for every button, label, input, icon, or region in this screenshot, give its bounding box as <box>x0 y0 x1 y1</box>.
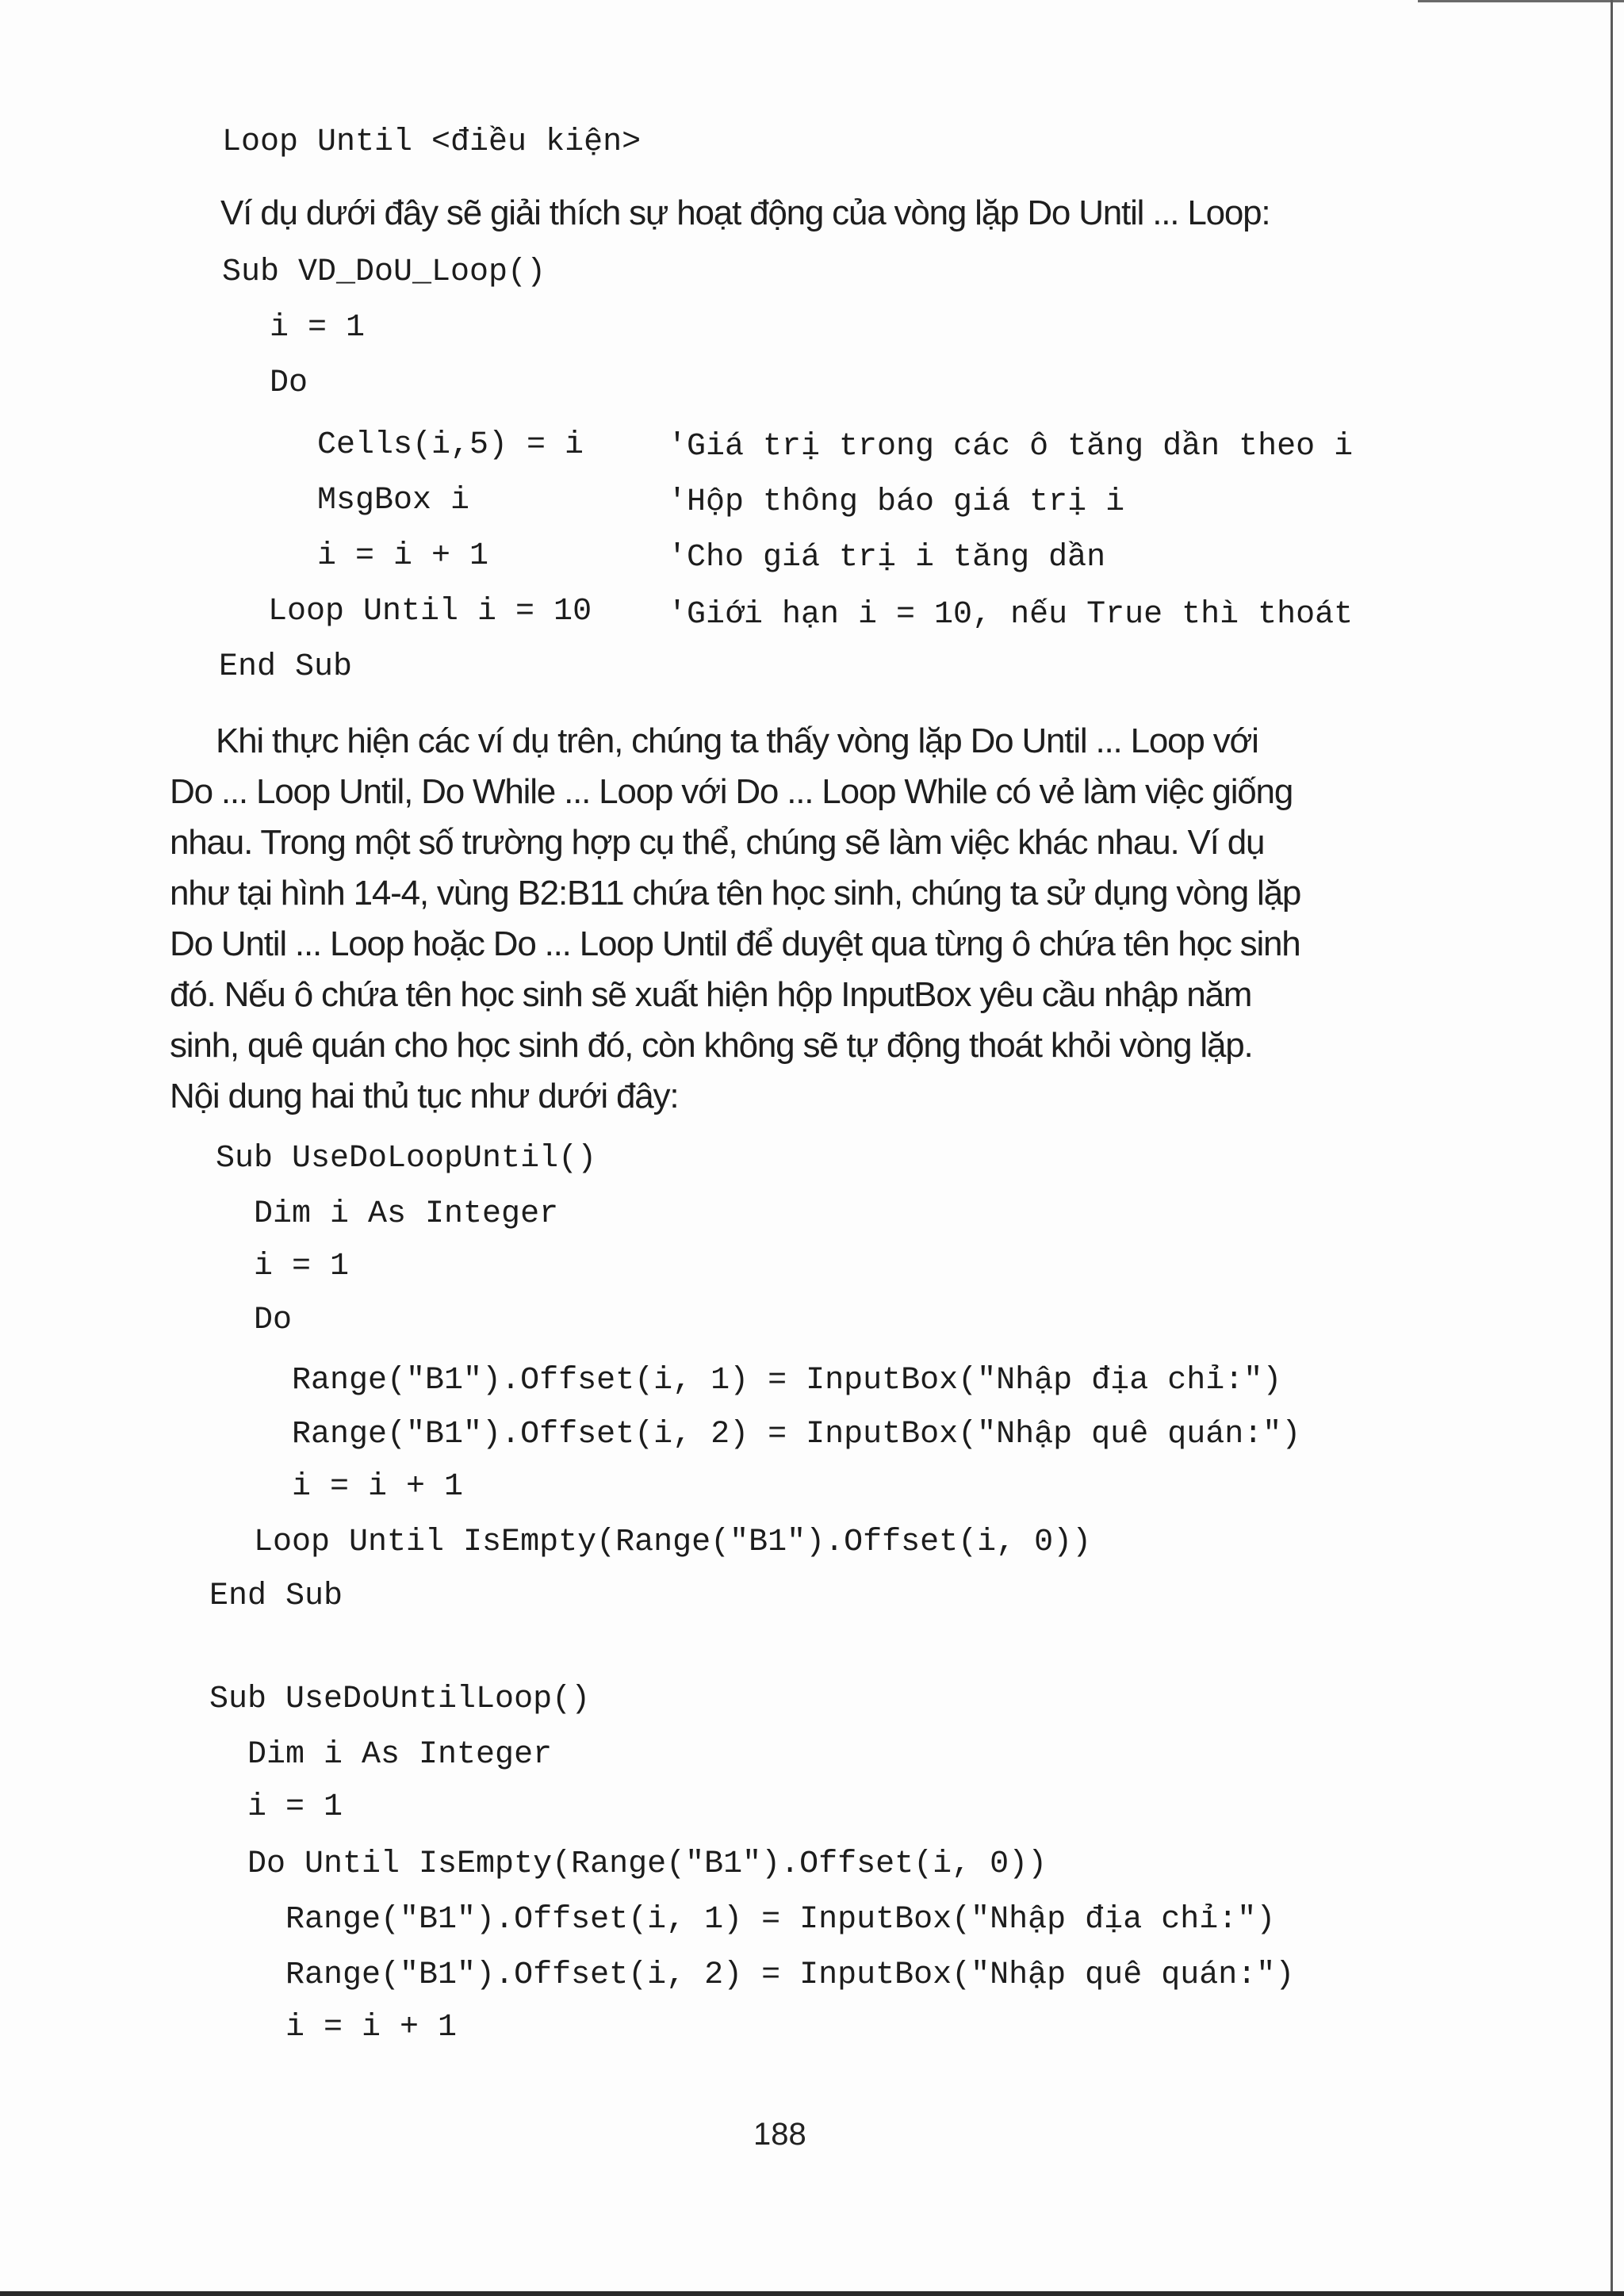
proc1-line: Do <box>216 1303 293 1338</box>
proc2-line: i = 1 <box>209 1789 343 1825</box>
intro-sentence: Ví dụ dưới đây sẽ giải thích sự hoạt động của vòng lặp Do Until ... Loop: <box>220 193 1270 232</box>
proc1-line: i = 1 <box>216 1249 350 1284</box>
example1-loop-line: Loop Until i = 10 <box>268 594 592 629</box>
paragraph-line: như tại hình 14-4, vùng B2:B11 chứa tên học sinh, chúng ta sử dụng vòng lặp <box>170 874 1301 913</box>
proc1-line: i = i + 1 <box>216 1469 464 1505</box>
loop-until-syntax: Loop Until <điều kiện> <box>222 124 642 160</box>
proc2-line: Range("B1").Offset(i, 1) = InputBox("Nhập địa chỉ:") <box>209 1902 1276 1938</box>
scan-edge-right <box>1611 0 1613 2296</box>
paragraph-line: Do Until ... Loop hoặc Do ... Loop Until để duyệt qua từng ô chứa tên học sinh <box>170 924 1300 963</box>
example1-code-line: Cells(i,5) = i <box>317 427 584 463</box>
example1-code-line: i = i + 1 <box>317 538 489 574</box>
proc2-line: Dim i As Integer <box>209 1737 553 1773</box>
example1-init-line: i = 1 <box>270 310 366 346</box>
paragraph-line: nhau. Trong một số trường hợp cụ thể, chúng sẽ làm việc khác nhau. Ví dụ <box>170 823 1265 862</box>
proc1-line: End Sub <box>209 1578 343 1614</box>
example1-sub-line: Sub VD_DoU_Loop() <box>222 254 546 290</box>
proc1-line: Range("B1").Offset(i, 1) = InputBox("Nhập địa chỉ:") <box>216 1363 1282 1399</box>
example1-loop-comment: 'Giới hạn i = 10, nếu True thì thoát <box>668 597 1354 633</box>
proc2-line: Do Until IsEmpty(Range("B1").Offset(i, 0)) <box>209 1846 1048 1882</box>
example1-do-line: Do <box>270 365 308 401</box>
paragraph-line: đó. Nếu ô chứa tên học sinh sẽ xuất hiện hộp InputBox yêu cầu nhập năm <box>170 975 1252 1014</box>
scan-edge-bottom <box>0 2291 1624 2296</box>
proc1-line: Dim i As Integer <box>216 1196 559 1232</box>
proc1-line: Range("B1").Offset(i, 2) = InputBox("Nhập quê quán:") <box>216 1417 1301 1452</box>
example1-code-line: MsgBox i <box>317 483 470 519</box>
paragraph-line: sinh, quê quán cho học sinh đó, còn không sẽ tự động thoát khỏi vòng lặp. <box>170 1026 1253 1065</box>
scan-edge-top <box>1418 0 1624 2</box>
example1-end-line: End Sub <box>219 649 353 685</box>
proc1-line: Loop Until IsEmpty(Range("B1").Offset(i, 0)) <box>216 1525 1092 1560</box>
proc1-line: Sub UseDoLoopUntil() <box>216 1141 597 1177</box>
page-number: 188 <box>753 2117 806 2152</box>
paragraph-line: Khi thực hiện các ví dụ trên, chúng ta thấy vòng lặp Do Until ... Loop với <box>216 721 1258 760</box>
example1-comment: 'Giá trị trong các ô tăng dần theo i <box>668 429 1354 465</box>
paragraph-line: Nội dung hai thủ tục như dưới đây: <box>170 1077 679 1115</box>
proc2-line: i = i + 1 <box>209 2010 458 2045</box>
paragraph-line: Do ... Loop Until, Do While ... Loop với Do ... Loop While có vẻ làm việc giống <box>170 772 1293 811</box>
proc2-line: Range("B1").Offset(i, 2) = InputBox("Nhập quê quán:") <box>209 1957 1295 1993</box>
example1-comment: 'Cho giá trị i tăng dần <box>668 540 1106 576</box>
example1-comment: 'Hộp thông báo giá trị i <box>668 484 1125 520</box>
proc2-line: Sub UseDoUntilLoop() <box>209 1682 591 1717</box>
